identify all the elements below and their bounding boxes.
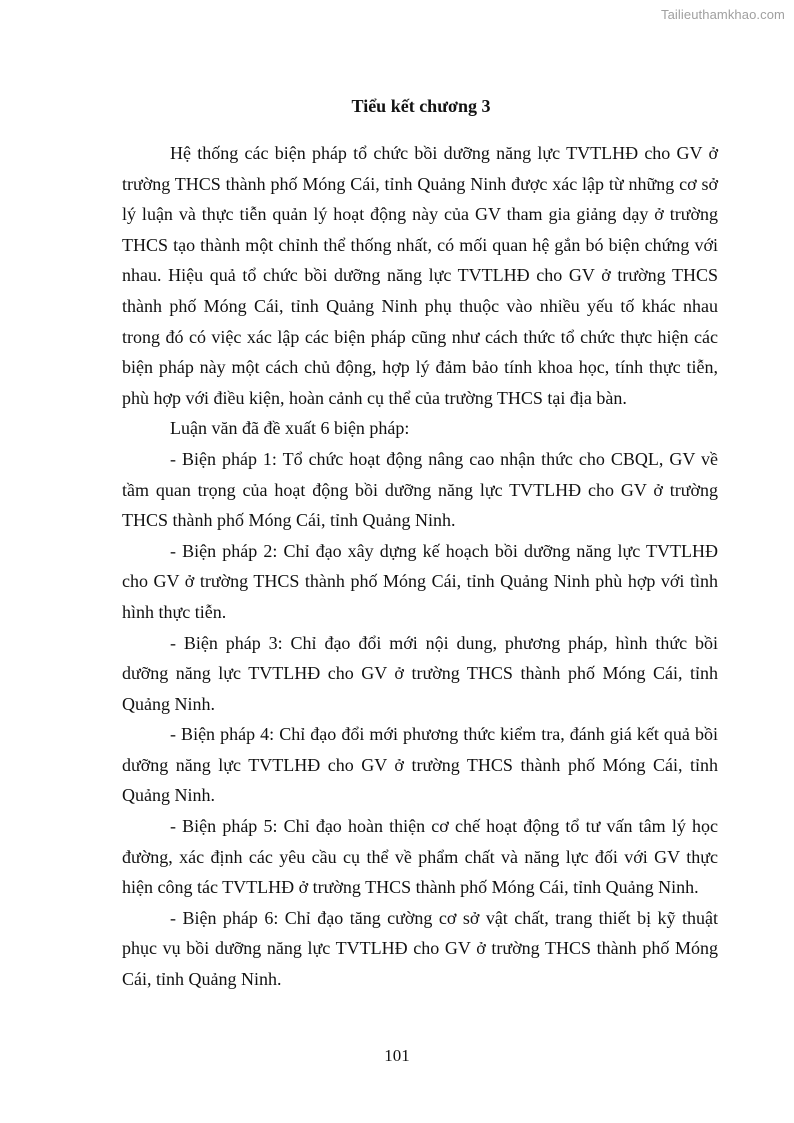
paragraph-measure-4: - Biện pháp 4: Chỉ đạo đổi mới phương thức kiểm tra, đánh giá kết quả bồi dưỡng năng lực TVTLHĐ cho GV ở trường THCS thành phố Móng Cái, tỉnh Quảng Ninh. [122, 724, 718, 806]
body-text [122, 138, 718, 995]
watermark: Tailieuthamkhao.com [660, 7, 785, 22]
paragraph-intro-measures: Luận văn đã đề xuất 6 biện pháp: [170, 418, 410, 439]
page-number: 101 [384, 1046, 410, 1065]
paragraph-measure-2: - Biện pháp 2: Chỉ đạo xây dựng kế hoạch bồi dưỡng năng lực TVTLHĐ cho GV ở trường THCS thành phố Móng Cái, tỉnh Quảng Ninh phù hợp với tình hình thực tiễn. [122, 540, 718, 622]
paragraph-measure-3: - Biện pháp 3: Chỉ đạo đổi mới nội dung, phương pháp, hình thức bồi dưỡng năng lực TVTLHĐ cho GV ở trường THCS thành phố Móng Cái, tỉnh Quảng Ninh. [122, 632, 718, 714]
paragraph-summary: Hệ thống các biện pháp tổ chức bồi dưỡng năng lực TVTLHĐ cho GV ở trường THCS thành phố Móng Cái, tỉnh Quảng Ninh được xác lập từ những cơ sở lý luận và thực tiễn quản lý hoạt động này của GV tham gia giảng dạy ở trường THCS tạo thành một chỉnh thể thống nhất, có mối quan hệ gắn bó biện chứng với nhau. Hiệu quả tổ chức bồi dưỡng năng lực TVTLHĐ cho GV ở trường THCS thành phố Móng Cái, tỉnh Quảng Ninh phụ thuộc vào nhiều yếu tố khác nhau trong đó có việc xác lập các biện pháp cũng như cách thức tổ chức thực hiện các biện pháp này một cách chủ động, hợp lý đảm bảo tính khoa học, tính thực tiễn, phù hợp với điều kiện, hoàn cảnh cụ thể của trường THCS tại địa bàn. [122, 143, 718, 408]
section-title: Tiểu kết chương 3 [351, 96, 491, 116]
paragraph-measure-1: - Biện pháp 1: Tổ chức hoạt động nâng cao nhận thức cho CBQL, GV về tầm quan trọng của hoạt động bồi dưỡng năng lực TVTLHĐ cho GV ở trường THCS thành phố Móng Cái, tỉnh Quảng Ninh. [122, 448, 718, 531]
paragraph-measure-6: - Biện pháp 6: Chỉ đạo tăng cường cơ sở vật chất, trang thiết bị kỹ thuật phục vụ bồi dưỡng năng lực TVTLHĐ cho GV ở trường THCS thành phố Móng Cái, tỉnh Quảng Ninh. [122, 907, 718, 990]
paragraph-measure-5: - Biện pháp 5: Chỉ đạo hoàn thiện cơ chế hoạt động tổ tư vấn tâm lý học đường, xác định các yêu cầu cụ thể về phẩm chất và năng lực đối với GV thực hiện công tác TVTLHĐ ở trường THCS thành phố Móng Cái, tỉnh Quảng Ninh. [122, 816, 718, 898]
document-page [122, 92, 718, 995]
